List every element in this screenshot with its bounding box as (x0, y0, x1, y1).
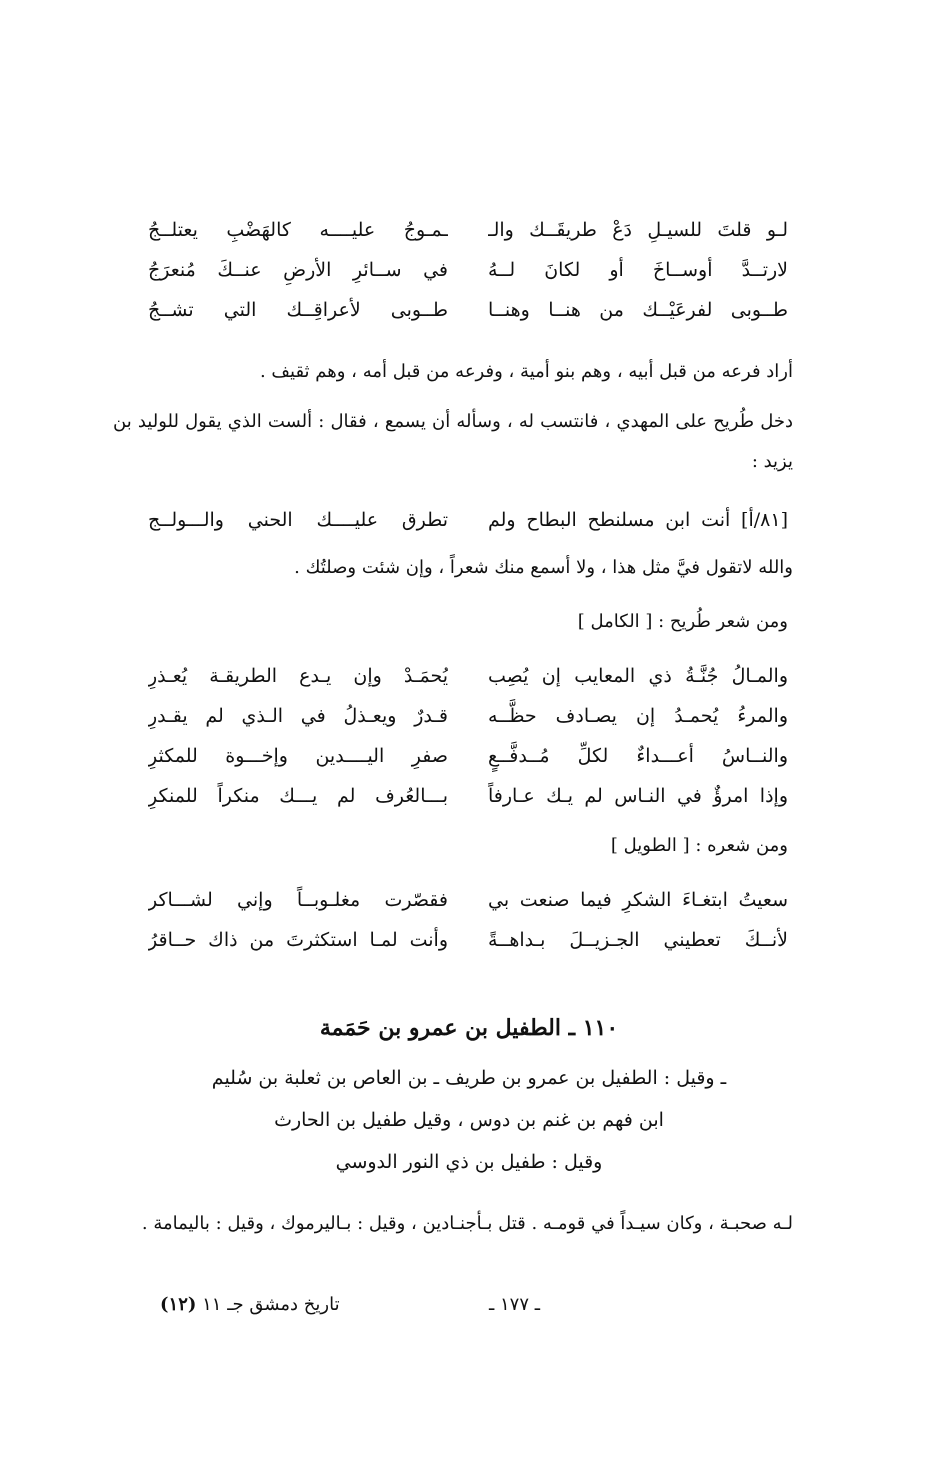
poem-intro: ومن شعر طُريح : [ الكامل ] (577, 611, 788, 632)
paragraph: دخل طُريح على المهدي ، فانتسب له ، وسأله أن يسمع ، فقال : ألست الذي يقول للوليد بن يزيد : (113, 411, 793, 472)
verse-line (148, 290, 788, 330)
page-number: ـ ١٧٧ ـ (488, 1294, 540, 1315)
entry-title: ١١٠ ـ الطفيل بن عمرو بن حَمَمة (319, 1015, 619, 1041)
paragraph: والله لاتقول فيَّ مثل هذا ، ولا أسمع منك شعراً ، وإن شئت وصلتُك . (294, 557, 793, 578)
first-hemistich: والمـالُ جُنَّـةُ ذي المعايب إن يُصِب (488, 665, 788, 687)
lineage-line: ـ وقيل : الطفيل بن عمرو بن طريف ـ بن العاص بن ثعلبة بن سُليم (211, 1067, 727, 1089)
first-hemistich: سعيتُ ابتغـاءَ الشكرِ فيما صنعت بي (488, 889, 788, 911)
verse-line (148, 500, 788, 540)
verse-line (148, 880, 788, 920)
first-hemistich: [٨١/أ] أنت ابن مسلنطح البطاح ولم (488, 509, 788, 531)
first-hemistich: لأنــكَ تعطيني الجـزيــلَ بـداهــةً (488, 929, 788, 951)
first-hemistich: وإذا امرؤٌ في النـاس لم يـك عـارفاً (488, 785, 788, 807)
second-hemistich: وأنت لمـا استكثرتَ من ذاك حــاقرُ (148, 929, 448, 951)
second-hemistich: فقصّرت مغلـوبــاً وإني لشـــاكر (148, 889, 448, 911)
first-hemistich: لارتــدَّ أوســاخَ أو لكانَ لــهُ (488, 259, 788, 281)
second-hemistich: قـدرٌ ويعـذلُ في الـذي لم يقـدرِ (148, 705, 448, 727)
lineage-line: ابن فهم بن غنم بن دوس ، وقيل طفيل بن الحارث (274, 1109, 664, 1131)
poem-intro: ومن شعره : [ الطويل ] (610, 835, 788, 856)
book-title: تاريخ دمشق جـ ١١ (202, 1294, 340, 1315)
second-hemistich: في ســائرِ الأرضِ عنــكَ مُنعرَجُ (148, 259, 448, 281)
verse-line (148, 656, 788, 696)
verse-line (148, 920, 788, 960)
verse-line (148, 736, 788, 776)
second-hemistich: ـمـوجُ عليــــه كالهَضْبِ يعتلــجُ (148, 219, 448, 241)
signature-number: (١٢) (160, 1294, 197, 1315)
book-reference (160, 1290, 340, 1320)
verse-line (148, 250, 788, 290)
page-footer (160, 1290, 850, 1320)
paragraph: أراد فرعه من قبل أبيه ، وهم بنو أمية ، وفرعه من قبل أمه ، وهم ثقيف . (259, 361, 793, 382)
first-hemistich: لـو قلتَ للسيـلِ دَعْ طريقَــك والـ (488, 219, 788, 241)
second-hemistich: بـــالعُرف لم يـــك منكراً للمنكرِ (148, 785, 448, 807)
verse-line (148, 210, 788, 250)
paragraph: لـه صحبـة ، وكان سيـداً في قومـه . قتل بـأجنـادين ، وقيل : بـاليرموك ، وقيل : باليمامة . (141, 1213, 793, 1234)
second-hemistich: تطرق عليــــك الحني والـــولــج (148, 509, 448, 531)
first-hemistich: والمرءُ يُحمـدُ إن يصـادف حظَّــه (488, 705, 788, 727)
verse-line (148, 696, 788, 736)
verse-line (148, 776, 788, 816)
first-hemistich: والنــاسُ أعـــداءٌ لكلِّ مُــدفَّــعٍ (488, 745, 788, 767)
second-hemistich: طــوبى لأعراقِــك التي تشــجُ (148, 299, 448, 321)
lineage-line: وقيل : طفيل بن ذي النور الدوسي (335, 1151, 603, 1173)
first-hemistich: طــوبى لفرعَيْــك من هنــا وهنــا (488, 299, 788, 321)
second-hemistich: صفرِ اليــــدين وإخـــوة للمكثرِ (148, 745, 448, 767)
second-hemistich: يُحمَـدْ وإن يـدع الطريقـة يُعـذرِ (148, 665, 448, 687)
